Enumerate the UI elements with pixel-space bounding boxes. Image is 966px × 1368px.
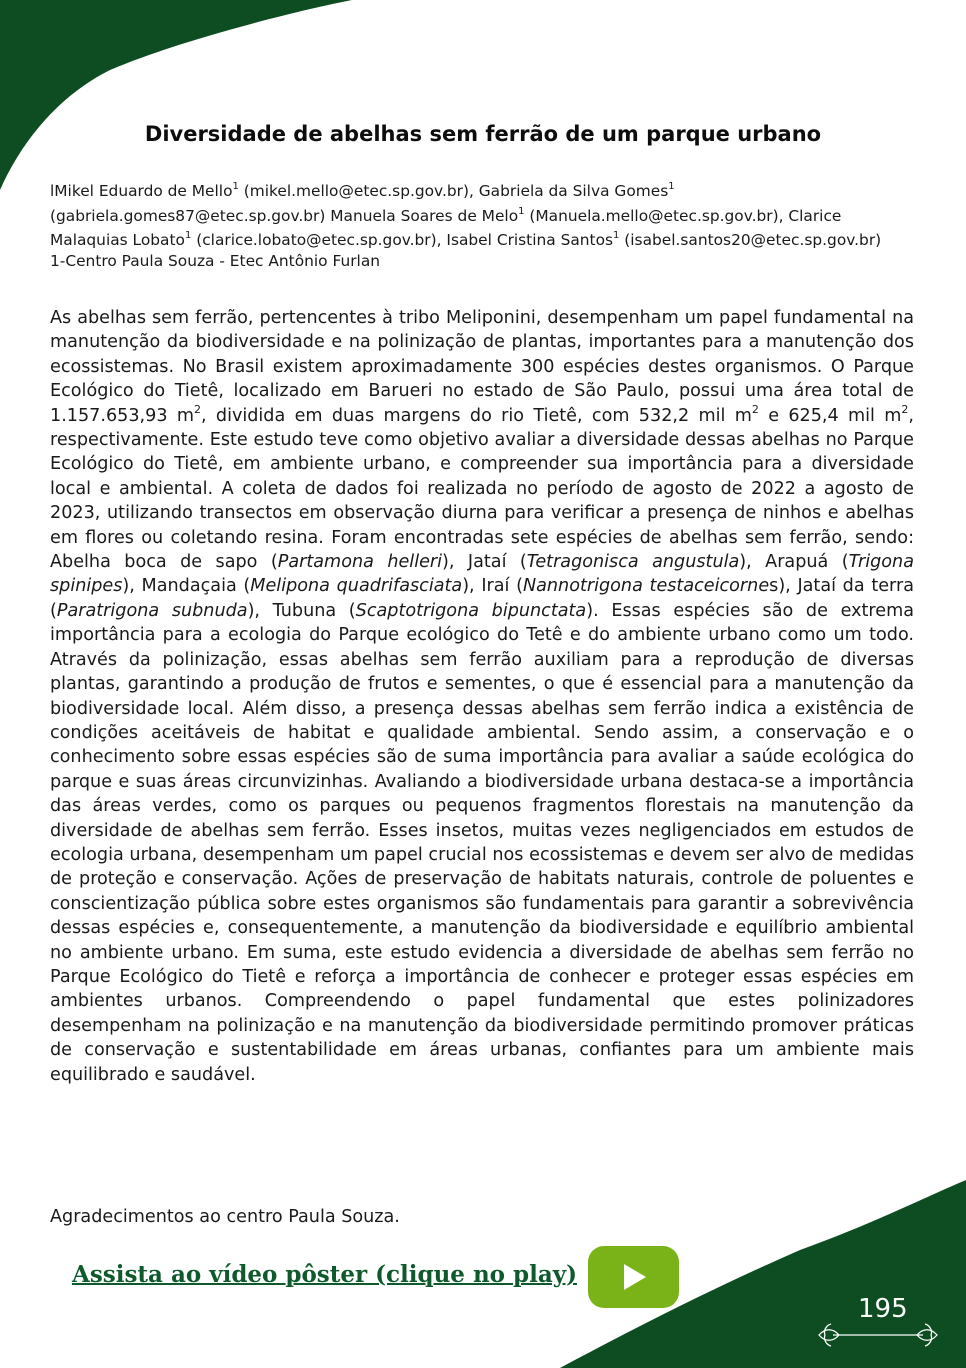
abstract-text: ), Mandaçaia ( bbox=[122, 576, 251, 597]
author-list bbox=[50, 177, 920, 271]
affiliation-mark: 1 bbox=[668, 181, 675, 192]
species-name: Trigona spinipes bbox=[50, 552, 914, 597]
leaf-ornament-icon bbox=[815, 1322, 941, 1348]
species-name: Nannotrigona testaceicorne bbox=[522, 576, 770, 597]
video-poster-link[interactable]: Assista ao vídeo pôster (clique no play) bbox=[72, 1261, 577, 1288]
superscript: 2 bbox=[751, 402, 759, 416]
top-left-wave bbox=[0, 0, 352, 190]
species-name: Tetragonisca angustula bbox=[526, 552, 740, 573]
abstract-text: , dividida em duas margens do rio Tietê, com 532,2 mil m bbox=[200, 405, 752, 426]
author-text: (Manuela.mello@etec.sp.gov.br), Clarice Malaquias Lobato bbox=[50, 206, 842, 250]
author-text: lMikel Eduardo de Mello bbox=[50, 182, 233, 200]
abstract-text: ), Tubuna ( bbox=[247, 600, 356, 621]
abstract-text: ), Iraí ( bbox=[462, 576, 523, 597]
page-number: 195 bbox=[858, 1294, 908, 1324]
abstract-text: s), Jataí da terra ( bbox=[50, 576, 914, 621]
page-title: Diversidade de abelhas sem ferrão de um parque urbano bbox=[144, 122, 822, 146]
affiliation-mark: 1 bbox=[518, 205, 525, 217]
affiliation: 1-Centro Paula Souza - Etec Antônio Furlan bbox=[50, 251, 381, 270]
play-icon bbox=[588, 1246, 679, 1308]
superscript: 2 bbox=[193, 402, 201, 416]
affiliation-mark: 1 bbox=[232, 181, 239, 192]
superscript: 2 bbox=[901, 402, 909, 416]
species-name: Paratrigona subnuda bbox=[56, 600, 248, 621]
abstract-text: ), Jataí ( bbox=[442, 552, 527, 573]
affiliation-mark: 1 bbox=[613, 230, 620, 242]
abstract-text: e 625,4 mil m bbox=[758, 405, 902, 426]
abstract-text: ). Essas espécies são de extrema importância para a ecologia do Parque ecológico do Tetê e do ambiente urbano como um todo. Através da polinização, essas abelhas sem ferrão auxiliam para a reprodução de diversas plantas, garantindo a produção de frutos e sementes, o que é essencial para a manutenção da biodiversidade local. Além disso, a presença dessas abelhas sem ferrão indica a existência de condições aceitáveis de habitat e qualidade ambiental. Sendo assim, a conservação e o conhecimento sobre essas espécies são de suma importância para avaliar a saúde ecológica do parque e suas áreas circunvizinhas. Avaliando a biodiversidade urbana destaca-se a importância das áreas verdes, como os parques ou pequenos fragmentos florestais na manutenção da diversidade de abelhas sem ferrão. Esses insetos, muitas vezes negligenciados em estudos de ecologia urbana, desempenham um papel crucial nos ecossistemas e devem ser alvo de medidas de proteção e conservação. Ações de preservação de habitats naturais, controle de poluentes e conscientização pública sobre estes organismos são fundamentais para garantir a sobrevivência dessas espécies e, consequentemente, a manutenção da biodiversidade e equilíbrio ambiental no ambiente urbano. Em suma, este estudo evidencia a diversidade de abelhas sem ferrão no Parque Ecológico do Tietê e reforça a importância de conhecer e proteger essas espécies em ambientes urbanos. Compreendendo o papel fundamental que estes polinizadores desempenham na polinização e na manutenção da biodiversidade permitindo promover práticas de conservação e sustentabilidade em áreas urbanas, confiantes para um ambiente mais equilibrado e saudável. bbox=[50, 600, 914, 1085]
species-name: Partamona helleri bbox=[277, 552, 443, 573]
author-text: (isabel.santos20@etec.sp.gov.br) bbox=[619, 231, 882, 250]
abstract-text: As abelhas sem ferrão, pertencentes à tribo Meliponini, desempenham um papel fundamental na manutenção da biodiversidade e na polinização de plantas, importantes para a manutenção dos ecossistemas. No Brasil existem aproximadamente 300 espécies destes organismos. O Parque Ecológico do Tietê, localizado em Barueri no estado de São Paulo, possui uma área total de 1.157.653,93 m bbox=[50, 308, 914, 426]
species-name: Melipona quadrifasciata bbox=[250, 576, 463, 597]
abstract-text: , respectivamente. Este estudo teve como objetivo avaliar a diversidade dessas abelhas no Parque Ecológico do Tietê, em ambiente urbano, e compreender sua importância para a diversidade local e ambiental. A coleta de dados foi realizada no período de agosto de 2022 a agosto de 2023, utilizando transectos em observação diurna para verificar a presença de ninhos e abelhas em flores ou coletando resina. Foram encontradas sete espécies de abelhas sem ferrão, sendo: Abelha boca de sapo ( bbox=[50, 405, 914, 573]
abstract-text: ), Arapuá ( bbox=[739, 552, 849, 573]
author-text: (mikel.mello@etec.sp.gov.br), Gabriela da Silva Gomes bbox=[238, 182, 669, 200]
acknowledgement: Agradecimentos ao centro Paula Souza. bbox=[50, 1207, 400, 1227]
species-name: Scaptotrigona bipunctata bbox=[355, 600, 587, 621]
author-text: (gabriela.gomes87@etec.sp.gov.br) Manuela Soares de Melo bbox=[50, 206, 519, 225]
author-text: (clarice.lobato@etec.sp.gov.br), Isabel Cristina Santos bbox=[191, 231, 613, 250]
abstract-body bbox=[50, 306, 914, 1087]
play-button[interactable] bbox=[588, 1246, 679, 1308]
affiliation-mark: 1 bbox=[184, 230, 192, 242]
